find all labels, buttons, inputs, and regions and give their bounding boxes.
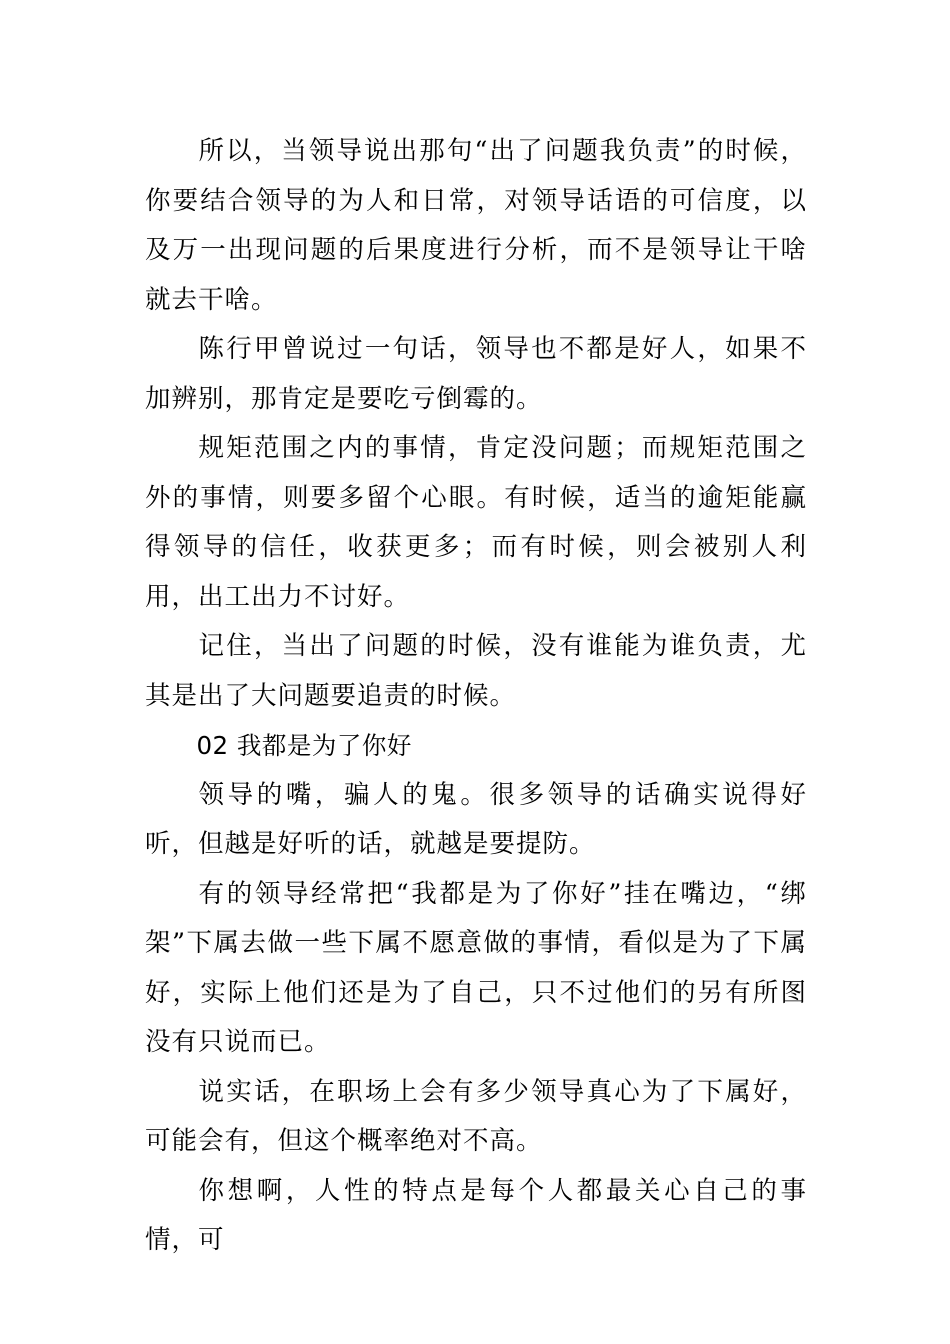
paragraph: 所以，当领导说出那句“出了问题我负责”的时候，你要结合领导的为人和日常，对领导话语的可信度，以及万一出现问题的后果度进行分析，而不是领导让干啥就去干啥。: [145, 136, 807, 315]
section-heading: 02 我都是为了你好: [196, 731, 412, 760]
paragraph: 有的领导经常把“我都是为了你好”挂在嘴边，“绑架”下属去做一些下属不愿意做的事情，看似是为了下属好，实际上他们还是为了自己，只不过他们的另有所图没有只说而已。: [145, 878, 807, 1057]
paragraph: 陈行甲曾说过一句话，领导也不都是好人，如果不加辨别，那肯定是要吃亏倒霉的。: [145, 334, 807, 414]
document-body: [145, 127, 807, 1266]
paragraph: 领导的嘴，骗人的鬼。很多领导的话确实说得好听，但越是好听的话，就越是要提防。: [145, 779, 807, 859]
paragraph: 规矩范围之内的事情，肯定没问题；而规矩范围之外的事情，则要多留个心眼。有时候，适当的逾矩能赢得领导的信任，收获更多；而有时候，则会被别人利用，出工出力不讨好。: [145, 433, 807, 612]
paragraph: 记住，当出了问题的时候，没有谁能为谁负责，尤其是出了大问题要追责的时候。: [145, 631, 807, 711]
paragraph: 说实话，在职场上会有多少领导真心为了下属好，可能会有，但这个概率绝对不高。: [145, 1076, 807, 1156]
paragraph: 你想啊，人性的特点是每个人都最关心自己的事情，可: [145, 1175, 807, 1255]
